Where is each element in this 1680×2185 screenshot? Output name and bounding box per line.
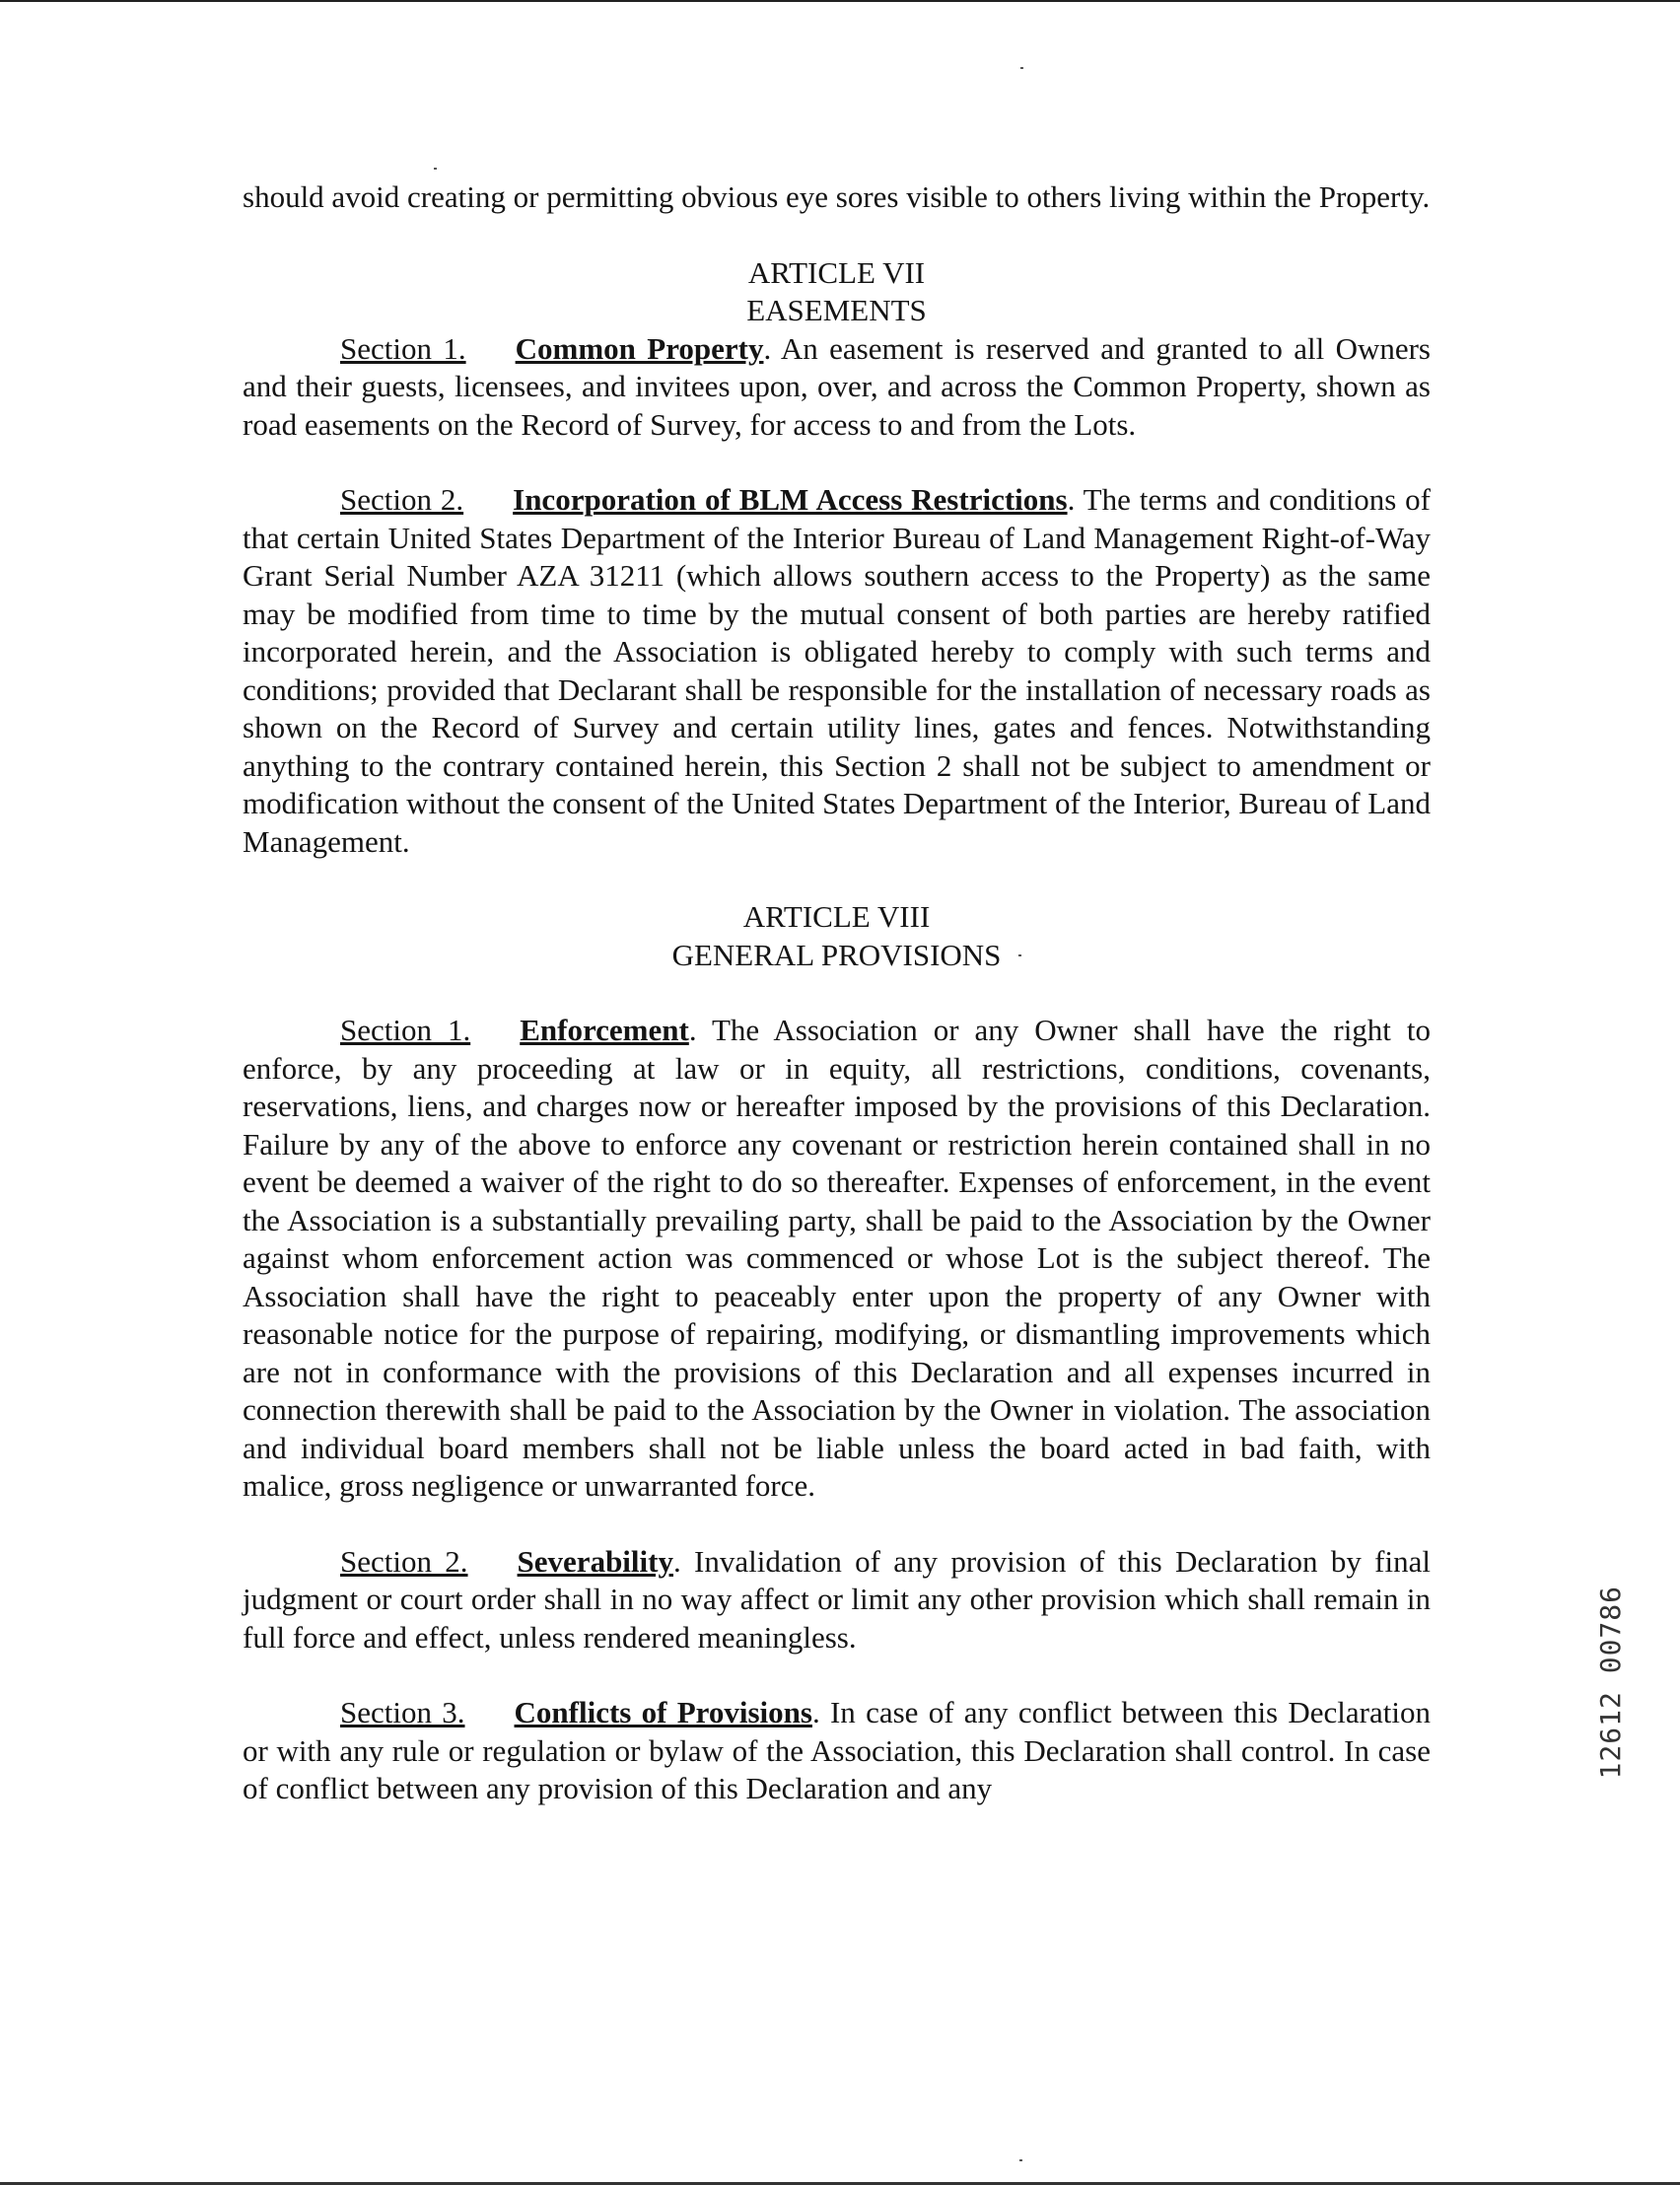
section-body: . The terms and conditions of that certain United States Department of the Interior Bureau of Land Management Right-of-Way Grant Serial Number AZA 31211 (which allows southern access to the Property) as the same may be modified from time to time by the mutual consent of both parties are hereby ratified incorporated herein, and the Association is obligated hereby to comply with such terms and conditions; provided that Declarant shall be responsible for the installation of necessary roads as shown on the Record of Survey and certain utility lines, gates and fences. Notwithstanding anything to the contrary contained herein, this Section 2 shall not be subject to amendment or modification without the consent of the United States Department of the Interior, Bureau of Land Management.: [243, 482, 1431, 859]
scan-speck: [1019, 2159, 1022, 2161]
article-8-section-3: [243, 1694, 1431, 1808]
document-page: [243, 178, 1431, 1808]
section-label: Section 2.: [340, 1543, 468, 1579]
scan-speck: [434, 168, 437, 170]
recording-number-stamp: 12612 00786: [1594, 1586, 1627, 1780]
section-title: Common Property: [515, 330, 764, 366]
article-8-section-2: [243, 1543, 1431, 1657]
article-8-number: ARTICLE VIII: [742, 899, 931, 934]
section-body: . In case of any conflict between this Declaration or with any rule or regulation or bylaw of the Association, this Declaration shall control. In case of conflict between any provision of this Declaration and any: [243, 1695, 1431, 1805]
section-label: Section 3.: [340, 1695, 465, 1729]
scan-top-edge: [0, 0, 1680, 2]
article-8-section-1: [243, 1012, 1431, 1506]
scan-speck: [1020, 67, 1023, 69]
section-body: . An easement is reserved and granted to all Owners and their guests, licensees, and invitees upon, over, and across the Common Property, shown as road easements on the Record of Survey, for access to and from the Lots.: [243, 330, 1431, 442]
article-7-section-1: [243, 330, 1431, 445]
article-7-title: EASEMENTS: [746, 293, 927, 327]
section-title: Incorporation of BLM Access Restrictions: [513, 482, 1068, 517]
section-body: . The Association or any Owner shall have the right to enforce, by any proceeding at law or in equity, all restrictions, conditions, covenants, reservations, liens, and charges now or hereafter imposed by the provisions of this Declaration. Failure by any of the above to enforce any covenant or restriction herein contained shall in no event be deemed a waiver of the right to do so thereafter. Expenses of enforcement, in the event the Association is a substantially prevailing party, shall be paid to the Association by the Owner against whom enforcement action was commenced or whose Lot is the subject thereof. The Association shall have the right to peaceably enter upon the property of any Owner with reasonable notice for the purpose of repairing, modifying, or dismantling improvements which are not in conformance with the provisions of this Declaration and all expenses incurred in connection therewith shall be paid to the Association by the Owner in violation. The association and individual board members shall not be liable unless the board acted in bad faith, with malice, gross negligence or unwarranted force.: [243, 1013, 1431, 1503]
section-title: Conflicts of Provisions: [514, 1695, 812, 1729]
article-7-section-2: [243, 481, 1431, 861]
section-label: Section 1.: [340, 330, 466, 366]
section-body: . Invalidation of any provision of this Declaration by final judgment or court order shall in no way affect or limit any other provision which shall remain in full force and effect, unless rendered meaningless.: [243, 1543, 1431, 1655]
section-label: Section 1.: [340, 1013, 471, 1047]
scan-speck: [1018, 954, 1021, 956]
section-label: Section 2.: [340, 482, 464, 517]
section-title: Enforcement: [520, 1013, 689, 1047]
section-title: Severability: [517, 1543, 673, 1579]
article-7-number: ARTICLE VII: [747, 254, 926, 290]
article-8-title: GENERAL PROVISIONS: [671, 937, 1002, 972]
intro-paragraph: should avoid creating or permitting obvious eye sores visible to others living within the Property.: [243, 179, 1431, 214]
